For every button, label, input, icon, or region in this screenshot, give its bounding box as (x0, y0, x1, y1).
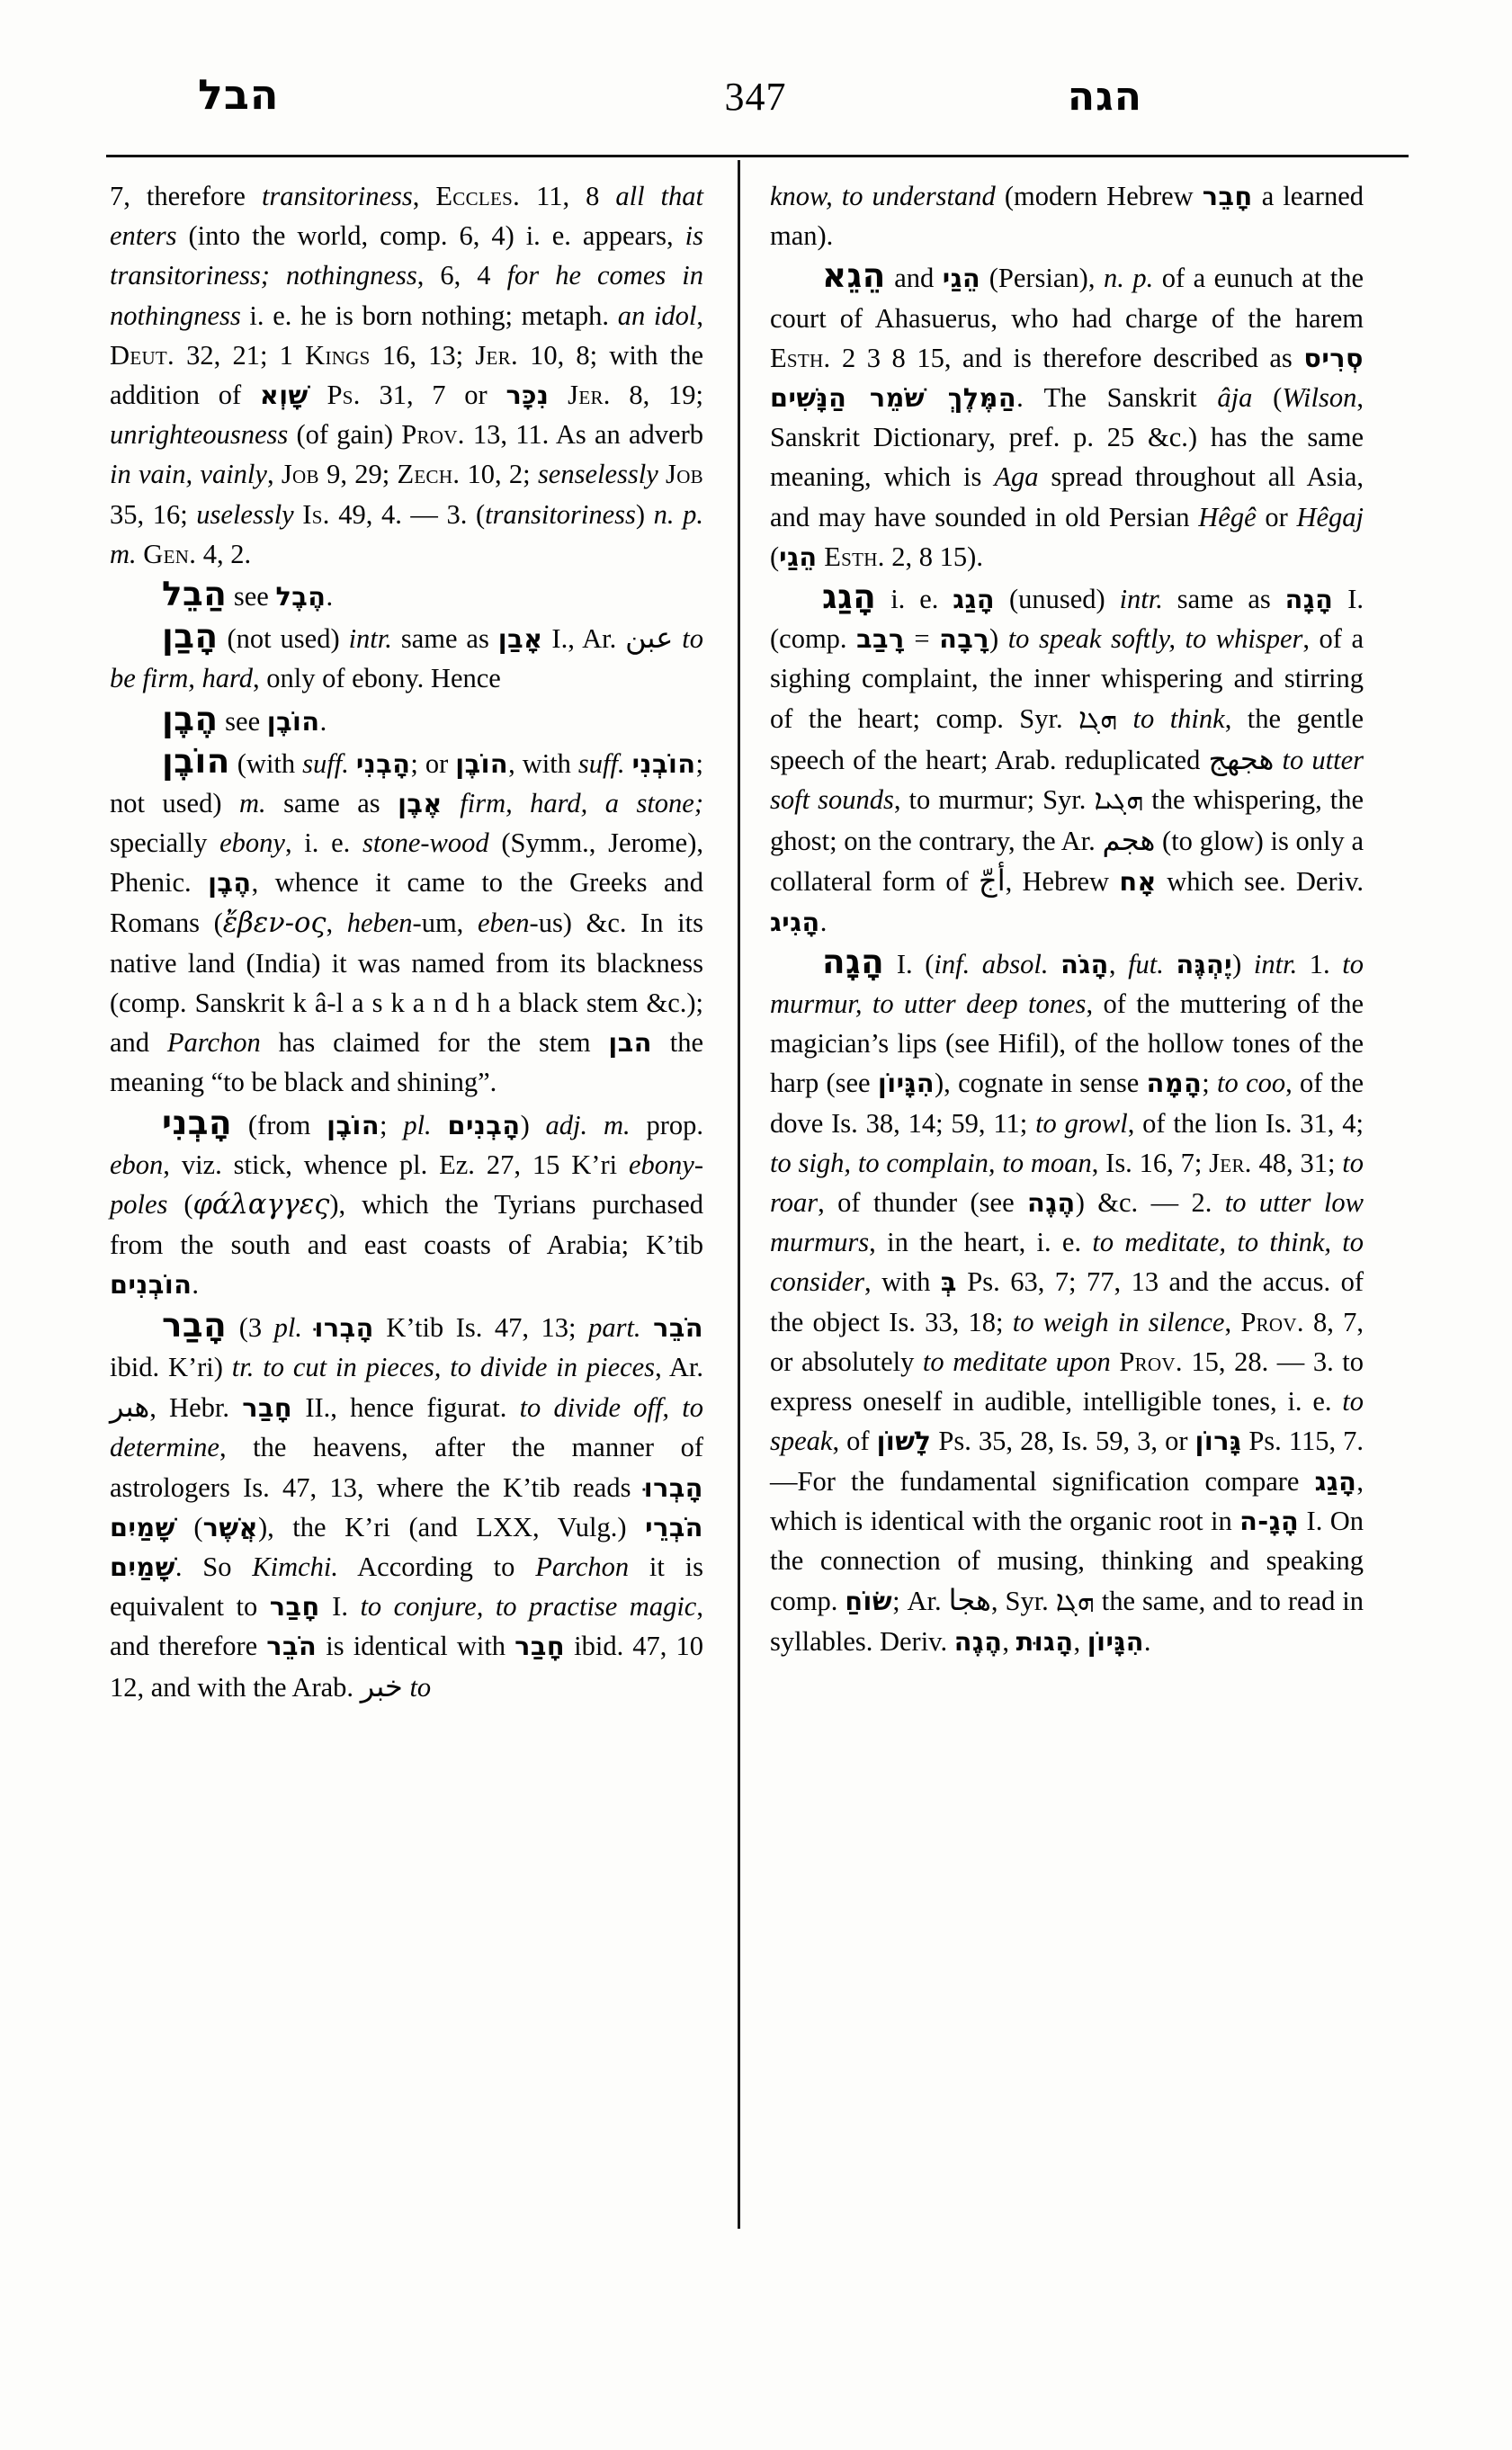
header-rule (106, 155, 1409, 157)
entry-habar: הָבַר (3 pl. הָבְרוּ K’tib Is. 47, 13; part. הֹבֵר ibid. K’ri) tr. to cut in pieces, to divide in pieces, Ar. هبر, Hebr. חָבַר II., hence figurat. to divide off, to determine, the heavens, after the manner of astrologers Is. 47, 13, where the K’tib reads הָבְרוּ שָׁמַיִם (אֲשֶׁר), the K’ri (and LXX, Vulg.) הֹבְרֵי שָׁמַיִם. So Kimchi. According to Parchon it is equivalent to חָבַר I. to conjure, to practise magic, and therefore הֹבֵר is identical with חָבַר ibid. 47, 10 12, and with the Arab. خبر to (110, 1304, 704, 1703)
entry-hege-persian: הֵגֵא and הֵגַי (Persian), n. p. of a eunuch at the court of Ahasuerus, who had charge of the harem Esth. 2 3 8 15, and is therefore described as סְרִיס הַמֶּלֶךְ שֹׁמֵר הַנָּשִׁים. The Sanskrit âja (Wilson, Sanskrit Dictionary, pref. p. 25 &c.) has the same meaning, which is Aga spread throughout all Asia, and may have sounded in old Persian Hêgê or Hêgaj (הֵגַי Esth. 2, 8 15). (770, 255, 1364, 572)
running-head (108, 70, 1403, 140)
left-column (110, 176, 703, 1707)
entry-habel-cross-ref: הַבֵל see הֶבֶל. (162, 574, 334, 614)
running-head-left-hebrew: הבל (198, 70, 280, 119)
habar-continuation: know, to understand (modern Hebrew חָבֵר a learned man). (770, 181, 1364, 252)
running-head-right-hebrew: הגה (1067, 74, 1142, 120)
entry-heben-cross-ref: הֶבֶן see הוֹבֶן. (162, 698, 327, 738)
page-number: 347 (724, 75, 787, 119)
entry-hoben: הוֹבֶן (with suff. הָבְנִי; or הוֹבֶן, with suff. הוֹבְנִי; not used) m. same as אֶבֶן firm, hard, a stone; specially ebony, i. e. stone-wood (Symm., Jerome), Phenic. הֶבֶן, whence it came to the Greeks and Romans (ἔβεν-ος, heben-um, eben-us) &c. In its native land (India) it was named from its blackness (comp. Sanskrit k â-l a s k a n d h a black stem &c.); and Parchon has claimed for the stem הבן the meaning “to be black and shining”. (110, 740, 704, 1098)
right-column (770, 176, 1364, 1662)
column-divider-rule (738, 160, 740, 2229)
entry-haga-I: הָגָה I. (inf. absol. הָגֹה, fut. יֶהְגֶּה) intr. 1. to murmur, to utter deep tones, of the muttering of the magician’s lips (see Hifil), of the hollow tones of the harp (see הִגָּיוֹן), cognate in sense הָמָה; to coo, of the dove Is. 38, 14; 59, 11; to growl, of the lion Is. 31, 4; to sigh, to complain, to moan, Is. 16, 7; Jer. 48, 31; to roar, of thunder (see הֶגֶה) &c. — 2. to utter low murmurs, in the heart, i. e. to meditate, to think, to consider, with בְּ Ps. 63, 7; 77, 13 and the accus. of the object Is. 33, 18; to weigh in silence, Prov. 8, 7, or absolutely to meditate upon Prov. 15, 28. — 3. to express oneself in audible, intelligible tones, i. e. to speak, of לָשׁוֹן Ps. 35, 28, Is. 59, 3, or גָּרוֹן Ps. 115, 7.—For the fundamental signification compare הָגַג, which is identical with the organic root in הָגָ-ה I. On the connection of musing, thinking and speaking comp. שׂוֹחַ; Ar. هجا, Syr. ܗܓܐ the same, and to read in syllables. Deriv. הֶגֶה, הָגוּת, הִגָּיוֹן. (770, 941, 1364, 1658)
entry-hobni: הָבְנִי (from הוֹבֶן; pl. הָבְנִים) adj. m. prop. ebon, viz. stick, whence pl. Ez. 27, 15 K’ri ebony-poles (φάλαγγες), which the Tyrians purchased from the south and east coasts of Arabia; K’tib הוֹבְנִים. (110, 1102, 703, 1301)
entry-haban: הָבַן (not used) intr. same as אָבַן I., Ar. عبن to be firm, hard, only of ebony. Hence (110, 616, 703, 694)
hebel-continuation: 7, therefore transitoriness, Eccles. 11, 8 all that enters (into the world, comp. 6, 4) i. e. appears, is transitoriness; nothingness, 6, 4 for he comes in nothingness i. e. he is born nothing; metaph. an idol, Deut. 32, 21; 1 Kings 16, 13; Jer. 10, 8; with the addition of שָׁוְא Ps. 31, 7 or נִכָּר Jer. 8, 19; unrighteousness (of gain) Prov. 13, 11. As an adverb in vain, vainly, Job 9, 29; Zech. 10, 2; senselessly Job 35, 16; uselessly Is. 49, 4. — 3. (transitoriness) n. p. m. Gen. 4, 2. (110, 181, 704, 569)
entry-hagag: הָגַג i. e. הָגַג (unused) intr. same as הָגָה I. (comp. רָבַב = רָבָה) to speak softly, to whisper, of a sighing complaint, the inner whispering and stirring of the heart; comp. Syr. ܗܓܐ to think, the gentle speech of the heart; Arab. reduplicated هجهج to utter soft sounds, to murmur; Syr. ܗܓܝܐ the whispering, the ghost; on the contrary, the Ar. هجم (to glow) is only a collateral form of أجّ, Hebrew אָח which see. Deriv. הָגִיג. (770, 577, 1364, 937)
